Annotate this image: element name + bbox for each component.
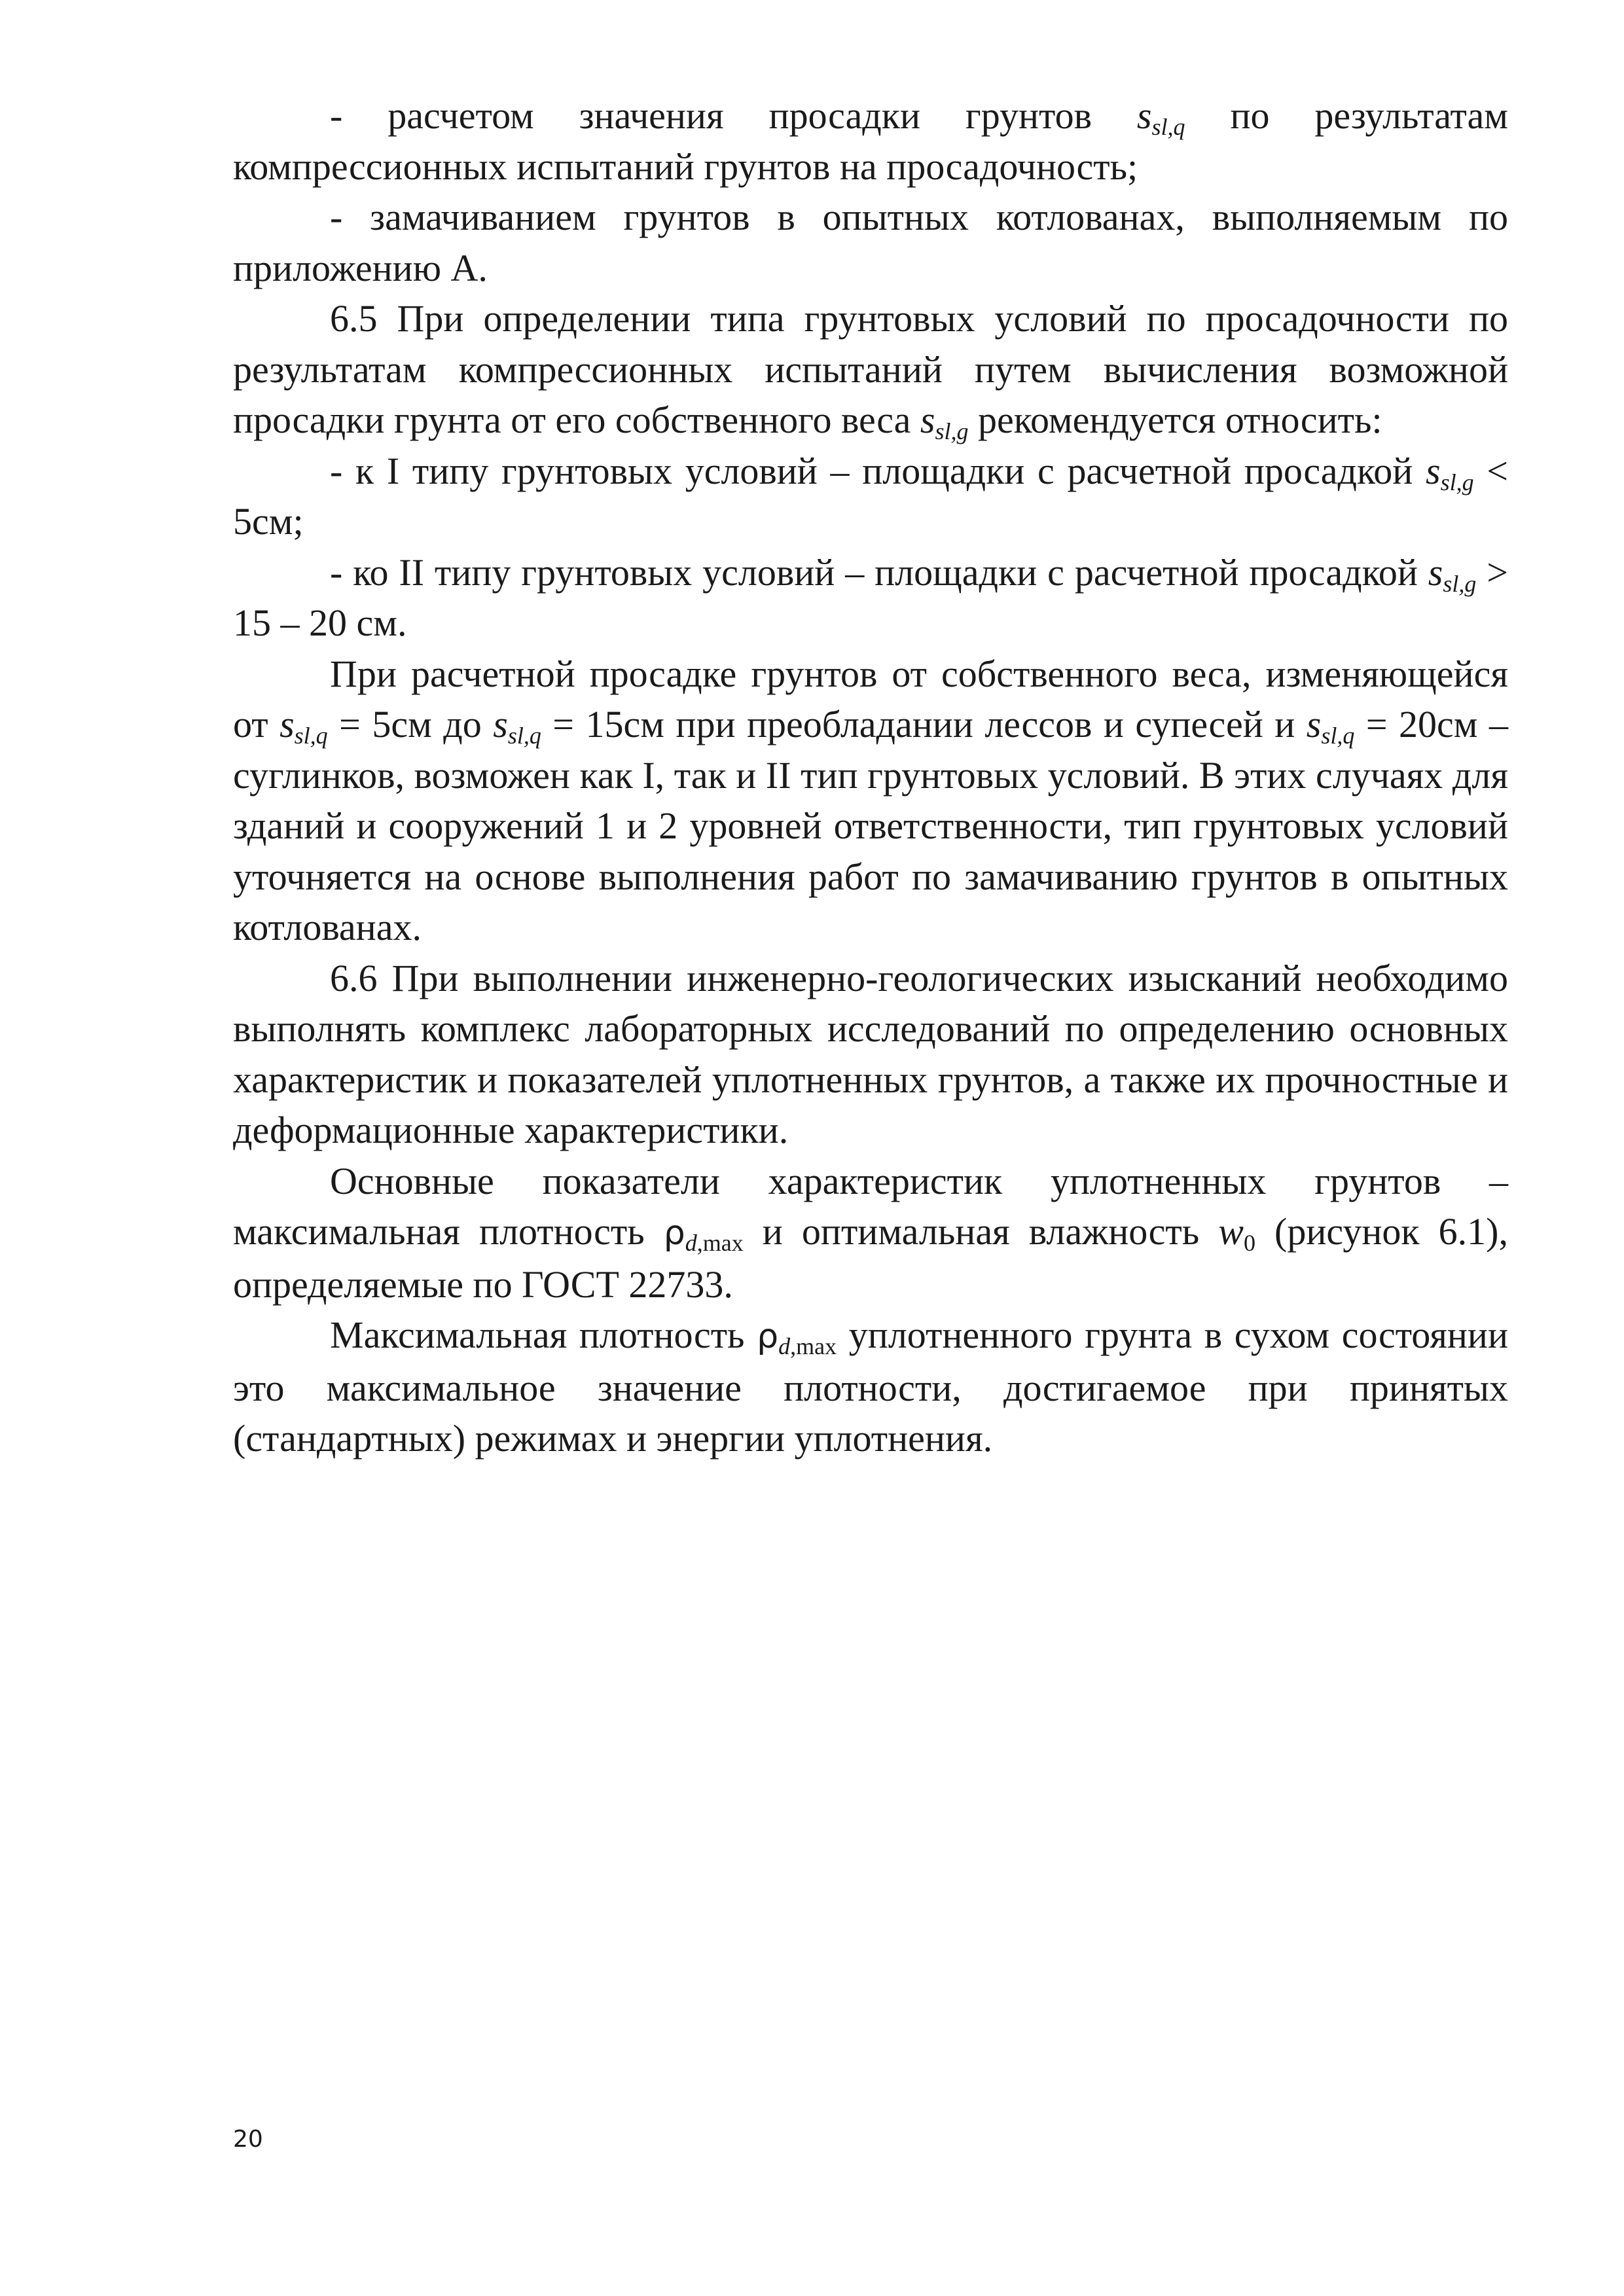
- symbol-rho-d-max: $\rho_{d,max}$: [757, 1317, 837, 1359]
- symbol-s-sl-q: $s_{sl,q}$: [280, 703, 328, 749]
- paragraph-soaking-pits: - замачиванием грунтов в опытных котлованах, выполняемым по приложению А.: [233, 196, 1508, 289]
- symbol-rho-d-max: $\rho_{d,max}$: [663, 1213, 744, 1256]
- paragraph-6-6: 6.6 При выполнении инженерно-геологических изысканий необходимо выполнять комплекс лабораторных исследований по определению основных характеристик и показателей уплотненных грунтов, а также их прочностные и деформационные характеристики.: [233, 956, 1508, 1151]
- paragraph-settlement-calculation: - расчетом значения просадки грунтов $s_{sl,q}$ по результатам компрессионных испытаний грунтов на просадочность;: [233, 94, 1508, 188]
- paragraph-max-density-definition: Максимальная плотность $\rho_{d,max}$ уплотненного грунта в сухом состоянии это максимальное значение плотности, достигаемое при принятых (стандартных) режимах и энергии уплотнения.: [233, 1314, 1508, 1460]
- paragraph-type-1: - к I типу грунтовых условий – площадки с расчетной просадкой $s_{sl,g} < 5см$;: [233, 449, 1508, 543]
- paragraph-type-2: - ко II типу грунтовых условий – площадки с расчетной просадкой $s_{sl,g} > 15 - 20$ см.: [233, 550, 1508, 644]
- page-number: 20: [233, 2126, 263, 2153]
- paragraph-intermediate-settlement: При расчетной просадке грунтов от собственного веса, изменяющейся от $s_{sl,q} = 5см$ до $s_{sl,q} = 15см$ при преобладании лессов и супесей и $s_{sl,q} = 20см$ – суглинков, возможен как I, так и II тип грунтовых условий. В этих случаях для зданий и сооружений 1 и 2 уровней ответственности, тип грунтовых условий уточняется на основе выполнения работ по замачиванию грунтов в опытных котлованах.: [233, 652, 1508, 948]
- symbol-s-sl-g: $s_{sl,g}$: [1428, 550, 1477, 597]
- symbol-s-sl-q: $s_{sl,q}$: [1136, 94, 1185, 140]
- symbol-s-sl-q: $s_{sl,q}$: [493, 703, 541, 749]
- symbol-s-sl-g: $s_{sl,g}$: [1425, 449, 1474, 495]
- paragraph-6-5: 6.5 При определении типа грунтовых условий по просадочности по результатам компрессионных испытаний путем вычисления возможной просадки грунта от его собственного веса $s_{sl,g}$ рекомендуется относить:: [233, 297, 1508, 444]
- symbol-w-0: $w_0$: [1218, 1210, 1255, 1256]
- paragraph-main-indicators: Основные показатели характеристик уплотненных грунтов – максимальная плотность $\rho_{d,max}$ и оптимальная влажность $w_0$ (рисунок 6.1), определяемые по ГОСТ 22733.: [233, 1159, 1508, 1306]
- symbol-s-sl-q: $s_{sl,q}$: [1306, 703, 1355, 749]
- symbol-s-sl-g: $s_{sl,g}$: [920, 399, 969, 444]
- document-body: [233, 90, 1508, 1464]
